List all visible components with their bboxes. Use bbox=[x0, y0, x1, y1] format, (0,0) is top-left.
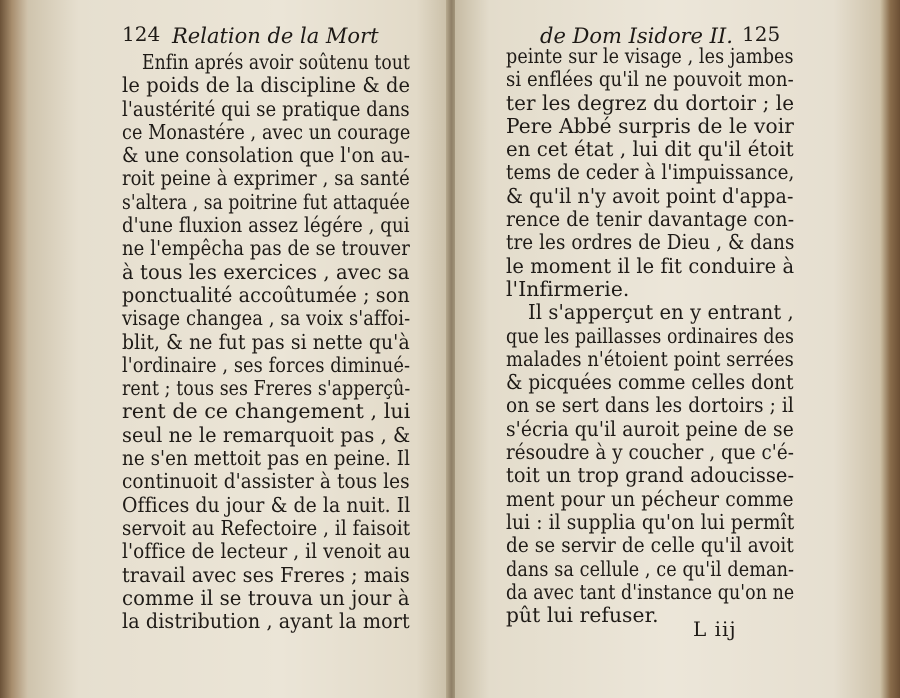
text-line: Enfin aprés avoir soûtenu tout bbox=[142, 50, 410, 74]
text-line: dans sa cellule , ce qu'il deman- bbox=[506, 556, 795, 581]
text-line: tems de ceder à l'impuissance, bbox=[506, 160, 795, 185]
left-running-head: Relation de la Mort bbox=[172, 24, 379, 48]
text-line: blit, & ne fut pas si nette qu'à bbox=[122, 329, 410, 354]
text-line: lui : il supplia qu'on lui permît bbox=[506, 509, 795, 534]
text-line: en cet état , lui dit qu'il étoit bbox=[506, 137, 794, 162]
text-line: da avec tant d'instance qu'on ne bbox=[506, 579, 795, 604]
text-line: rent ; tous ses Freres s'apperçû- bbox=[122, 376, 411, 401]
text-line: l'austérité qui se pratique dans bbox=[122, 96, 410, 121]
text-line: tre les ordres de Dieu , & dans bbox=[506, 230, 795, 255]
page-edges bbox=[880, 0, 900, 698]
text-line: s'écria qu'il auroit peine de se bbox=[506, 416, 794, 441]
text-line: que les paillasses ordinaires des bbox=[506, 323, 794, 348]
text-line: & picquées comme celles dont bbox=[506, 370, 794, 395]
text-line: la distribution , ayant la mort bbox=[122, 609, 410, 634]
text-line: à tous les exercices , avec sa bbox=[122, 259, 410, 284]
right-page-text bbox=[506, 45, 841, 627]
text-line: servoit au Refectoire , il faisoit bbox=[122, 515, 411, 540]
text-line: de se servir de celle qu'il avoit bbox=[506, 533, 794, 558]
text-line: ce Monastére , avec un courage bbox=[122, 119, 411, 144]
text-line: l'ordinaire , ses forces diminué- bbox=[122, 352, 411, 377]
text-line: l'Infirmerie. bbox=[506, 276, 630, 301]
text-line: Pere Abbé surpris de le voir bbox=[506, 113, 794, 138]
text-line: comme il se trouva un jour à bbox=[122, 585, 410, 610]
text-line: résoudre à y coucher , que c'é- bbox=[506, 440, 795, 465]
text-line: malades n'étoient point serrées bbox=[506, 346, 794, 371]
text-line: roit peine à exprimer , sa santé bbox=[122, 166, 410, 191]
left-page-number: 124 bbox=[122, 22, 161, 46]
text-line: peinte sur le visage , les jambes bbox=[506, 44, 794, 68]
text-line: ter les degrez du dortoir ; le bbox=[506, 90, 795, 115]
right-running-head: de Dom Isidore II. bbox=[540, 24, 733, 48]
text-line: Il s'apperçut en y entrant , bbox=[528, 300, 794, 325]
text-line: & qu'il n'y avoit point d'appa- bbox=[506, 183, 794, 208]
text-line: seul ne le remarquoit pas , & bbox=[122, 422, 411, 447]
text-line: le poids de la discipline & de bbox=[122, 73, 411, 98]
text-line: toit un trop grand adoucisse- bbox=[506, 463, 795, 488]
text-line: ne l'empêcha pas de se trouver bbox=[122, 236, 410, 261]
text-line: ne s'en mettoit pas en peine. Il bbox=[122, 446, 411, 471]
text-line: pût lui refuser. bbox=[506, 603, 659, 628]
text-line: d'une fluxion assez légére , qui bbox=[122, 213, 410, 238]
text-line: si enflées qu'il ne pouvoit mon- bbox=[506, 67, 794, 92]
text-line: continuoit d'assister à tous les bbox=[122, 469, 410, 494]
text-line: ponctualité accoûtumée ; son bbox=[122, 282, 410, 307]
text-line: on se sert dans les dortoirs ; il bbox=[506, 393, 794, 418]
text-line: & une consolation que l'on au- bbox=[122, 143, 410, 168]
text-line: le moment il le fit conduire à bbox=[506, 253, 795, 278]
text-line: rence de tenir davantage con- bbox=[506, 207, 795, 232]
text-line: rent de ce changement , lui bbox=[122, 399, 411, 424]
text-line: Offices du jour & de la nuit. Il bbox=[122, 492, 411, 517]
right-page-number: 125 bbox=[742, 22, 781, 46]
text-line: l'office de lecteur , il venoit au bbox=[122, 539, 411, 564]
text-line: visage changea , sa voix s'affoi- bbox=[122, 306, 411, 331]
signature-mark: L iij bbox=[693, 617, 737, 641]
text-line: ment pour un pécheur comme bbox=[506, 486, 794, 511]
left-page-text bbox=[122, 51, 462, 633]
text-line: s'altera , sa poitrine fut attaquée bbox=[122, 189, 410, 214]
text-line: travail avec ses Freres ; mais bbox=[122, 562, 410, 587]
